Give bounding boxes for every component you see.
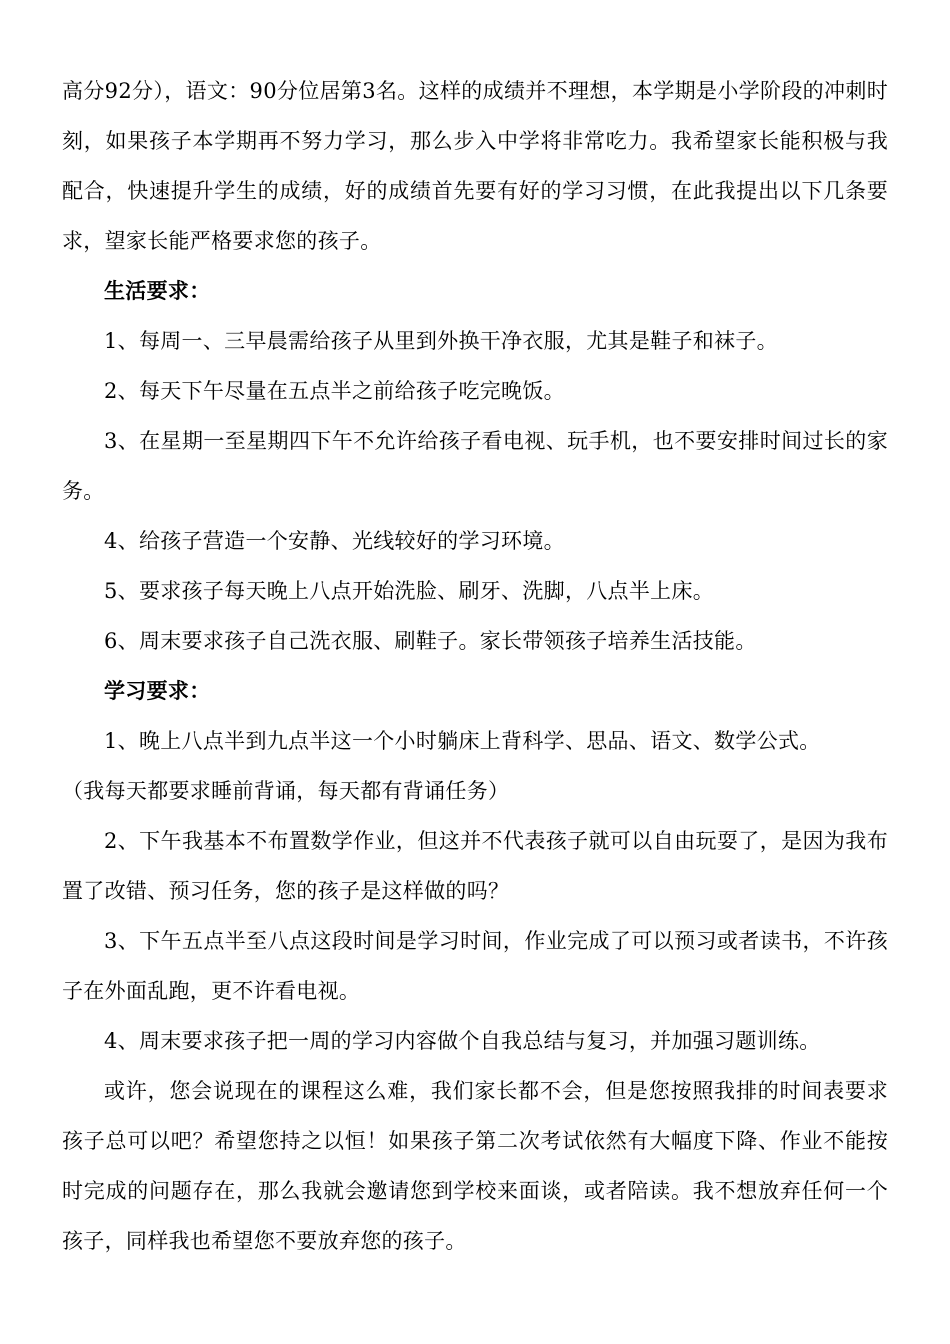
life-item-3: 3、在星期一至星期四下午不允许给孩子看电视、玩手机，也不要安排时间过长的家务。 (62, 429, 888, 503)
life-item-5: 5、要求孩子每天晚上八点开始洗脸、刷牙、洗脚，八点半上床。 (104, 579, 715, 603)
life-item-2: 2、每天下午尽量在五点半之前给孩子吃完晚饭。 (104, 379, 565, 403)
life-item-4: 4、给孩子营造一个安静、光线较好的学习环境。 (104, 529, 565, 553)
study-item-4: 4、周末要求孩子把一周的学习内容做个自我总结与复习，并加强习题训练。 (104, 1029, 821, 1053)
document-body (62, 66, 888, 1266)
study-item-2: 2、下午我基本不布置数学作业，但这并不代表孩子就可以自由玩耍了，是因为我布置了改错、预习任务，您的孩子是这样做的吗？ (62, 829, 888, 903)
study-requirements-heading: 学习要求： (104, 678, 211, 703)
study-item-3: 3、下午五点半至八点这段时间是学习时间，作业完成了可以预习或者读书，不许孩子在外面乱跑，更不许看电视。 (62, 929, 888, 1003)
closing-paragraph: 或许，您会说现在的课程这么难，我们家长都不会，但是您按照我排的时间表要求孩子总可以吧？希望您持之以恒！如果孩子第二次考试依然有大幅度下降、作业不能按时完成的问题存在，那么我就会邀请您到学校来面谈，或者陪读。我不想放弃任何一个孩子，同样我也希望您不要放弃您的孩子。 (62, 1079, 888, 1253)
life-item-1: 1、每周一、三早晨需给孩子从里到外换干净衣服，尤其是鞋子和袜子。 (104, 329, 778, 353)
study-item-1: 1、晚上八点半到九点半这一个小时躺床上背科学、思品、语文、数学公式。 (104, 729, 821, 753)
life-requirements-heading: 生活要求： (104, 278, 211, 303)
study-item-1-note: （我每天都要求睡前背诵，每天都有背诵任务） (62, 779, 510, 803)
intro-paragraph: 高分92分），语文：90分位居第3名。这样的成绩并不理想，本学期是小学阶段的冲刺时刻，如果孩子本学期再不努力学习，那么步入中学将非常吃力。我希望家长能积极与我配合，快速提升学生的成绩，好的成绩首先要有好的学习习惯，在此我提出以下几条要求，望家长能严格要求您的孩子。 (62, 79, 888, 253)
life-item-6: 6、周末要求孩子自己洗衣服、刷鞋子。家长带领孩子培养生活技能。 (104, 629, 757, 653)
